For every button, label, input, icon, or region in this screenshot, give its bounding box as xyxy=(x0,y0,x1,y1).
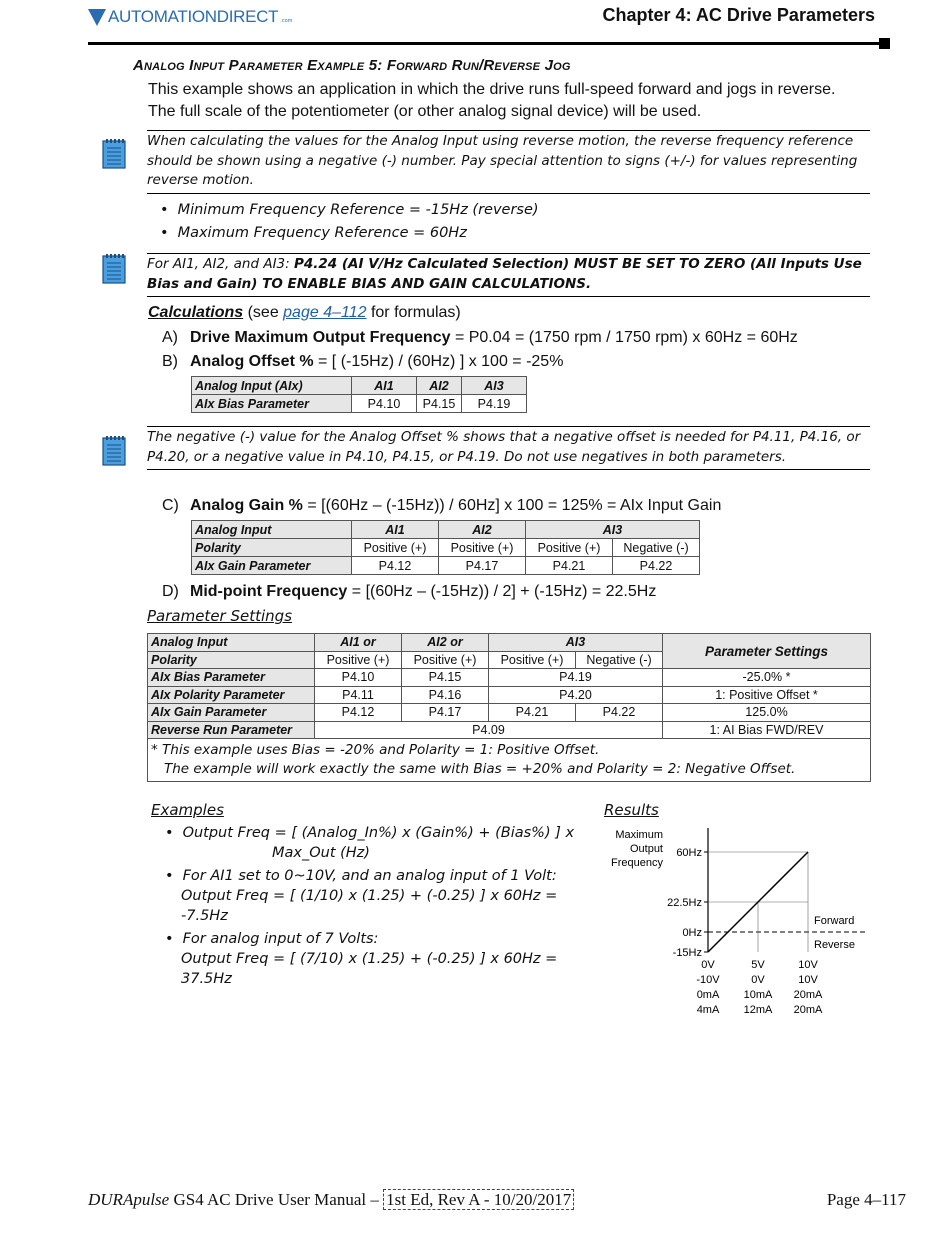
table-cell: P4.21 xyxy=(526,557,613,575)
table-row xyxy=(192,557,700,575)
note-negative-offset: The negative (-) value for the Analog Offset % shows that a negative offset is needed for P4.11, P4.16, or P4.20, or a negative value in P4.10, P4.15, or P4.19. Do not use negatives in both parameters. xyxy=(147,426,870,470)
gain-table xyxy=(191,520,700,575)
table-cell: P4.20 xyxy=(489,686,663,704)
x-tick-label: 0mA xyxy=(696,989,720,1001)
x-tick-label: 10mA xyxy=(743,989,773,1001)
table-header-cell: Parameter Settings xyxy=(663,634,871,669)
bullet-max-frequency: • Maximum Frequency Reference = 60Hz xyxy=(160,222,539,245)
item-letter: D) xyxy=(162,583,179,600)
example-text: For analog input of 7 Volts: xyxy=(182,931,379,947)
calculations-label: Calculations xyxy=(148,304,244,321)
table-header-cell: AI1 xyxy=(352,377,417,395)
item-text: = [(60Hz – (-15Hz)) / 60Hz] x 100 = 125% = AIx Input Gain xyxy=(302,497,722,514)
table-row xyxy=(148,669,871,687)
footer-manual-rest: GS4 AC Drive User Manual – xyxy=(169,1190,384,1209)
y-axis-label: Frequency xyxy=(611,857,663,869)
calc-item-c xyxy=(162,497,721,515)
table-cell: P4.12 xyxy=(352,557,439,575)
results-title: Results xyxy=(604,801,659,819)
table-cell: P4.22 xyxy=(576,704,663,722)
x-tick-label: 12mA xyxy=(743,1004,773,1016)
table-cell: P4.19 xyxy=(462,395,527,413)
footer-brand: DURApulse xyxy=(88,1190,170,1209)
item-text: = [ (-15Hz) / (60Hz) ] x 100 = -25% xyxy=(313,353,564,370)
note-p424-bold: P4.24 (AI V/Hz Calculated Selection) MUST BE SET TO ZERO (All Inputs Use Bias and Gain) TO ENABLE BIAS AND GAIN CALCULATIONS. xyxy=(147,256,862,292)
footnote-line-2: The example will work exactly the same with Bias = +20% and Polarity = 2: Negative Offset. xyxy=(164,761,796,777)
table-cell: P4.15 xyxy=(417,395,462,413)
item-text: = [(60Hz – (-15Hz)) / 2] + (-15Hz) = 22.5Hz xyxy=(347,583,657,600)
page-link[interactable]: page 4–112 xyxy=(283,304,367,321)
x-tick-label: 4mA xyxy=(696,1004,720,1016)
footer-page-number: Page 4–117 xyxy=(826,1190,906,1209)
table-cell: Positive (+) xyxy=(526,539,613,557)
table-cell: P4.12 xyxy=(315,704,402,722)
item-text: = P0.04 = (1750 rpm / 1750 rpm) x 60Hz = 60Hz xyxy=(450,329,798,346)
calc-item-a xyxy=(162,329,798,347)
example-1 xyxy=(165,823,605,863)
table-header-cell: Analog Input xyxy=(192,521,352,539)
intro-line-1: This example shows an application in which the drive runs full-speed forward and jogs in reverse. xyxy=(148,81,836,98)
x-tick-label: -10V xyxy=(696,974,720,986)
calculations-see: (see xyxy=(243,304,284,321)
table-cell: Positive (+) xyxy=(402,651,489,669)
parameter-settings-table xyxy=(147,633,871,782)
table-header-cell: AIx Polarity Parameter xyxy=(148,686,315,704)
table-row xyxy=(192,539,700,557)
table-cell: P4.21 xyxy=(489,704,576,722)
table-header-cell: AIx Bias Parameter xyxy=(148,669,315,687)
table-header-cell: AI1 xyxy=(352,521,439,539)
table-header-cell: AI3 xyxy=(526,521,700,539)
table-row xyxy=(148,634,871,652)
note-icon xyxy=(100,253,128,285)
note-icon xyxy=(100,435,128,467)
item-letter: A) xyxy=(162,329,178,346)
example-3 xyxy=(165,929,605,989)
example-text: Output Freq = [ (Analog_In%) x (Gain%) + (Bias%) ] x xyxy=(182,825,575,841)
table-cell: P4.10 xyxy=(352,395,417,413)
y-tick-label: 60Hz xyxy=(676,847,702,859)
x-tick-label: 20mA xyxy=(793,1004,823,1016)
table-row xyxy=(192,395,527,413)
y-axis-label: Maximum xyxy=(615,829,663,841)
table-row xyxy=(148,721,871,739)
table-row xyxy=(148,686,871,704)
examples-title: Examples xyxy=(151,801,224,819)
table-cell: P4.17 xyxy=(439,557,526,575)
table-header-cell: AI3 xyxy=(462,377,527,395)
item-bold: Drive Maximum Output Frequency xyxy=(190,329,451,346)
table-row xyxy=(148,704,871,722)
note-reverse-frequency: When calculating the values for the Analog Input using reverse motion, the reverse frequency reference should be shown using a negative (-) number. Pay special attention to signs (+/-) for values representing reverse motion. xyxy=(147,130,870,194)
header-rule-end xyxy=(879,38,890,49)
table-cell: 1: Positive Offset * xyxy=(663,686,871,704)
table-header-cell: AIx Bias Parameter xyxy=(192,395,352,413)
example-text: Output Freq = [ (1/10) x (1.25) + (-0.25) ] x 60Hz = -7.5Hz xyxy=(181,888,558,924)
note-p424 xyxy=(147,253,870,297)
item-bold: Mid-point Frequency xyxy=(190,583,348,600)
calculations-after: for formulas) xyxy=(366,304,461,321)
example-title: Analog Input Parameter Example 5: Forward Run/Reverse Jog xyxy=(133,57,571,74)
table-cell: P4.10 xyxy=(315,669,402,687)
item-letter: B) xyxy=(162,353,178,370)
intro-line-2: The full scale of the potentiometer (or other analog signal device) will be used. xyxy=(148,103,702,120)
example-2 xyxy=(165,866,605,926)
table-cell: P4.22 xyxy=(613,557,700,575)
frequency-bullets xyxy=(160,199,539,245)
x-tick-label: 10V xyxy=(798,959,818,971)
table-header-cell: Analog Input xyxy=(148,634,315,652)
table-header-cell: Polarity xyxy=(148,651,315,669)
table-cell: P4.15 xyxy=(402,669,489,687)
calc-item-d xyxy=(162,583,656,601)
table-cell: P4.19 xyxy=(489,669,663,687)
table-cell: 1: AI Bias FWD/REV xyxy=(663,721,871,739)
examples-list xyxy=(165,823,605,992)
footer-edition: 1st Ed, Rev A - 10/20/2017 xyxy=(383,1189,574,1210)
logo-suffix: .com xyxy=(280,18,293,24)
y-tick-label: 0Hz xyxy=(682,927,702,939)
calculations-line xyxy=(148,304,461,322)
x-tick-label: 5V xyxy=(751,959,765,971)
x-tick-label: 0V xyxy=(701,959,715,971)
example-text: For AI1 set to 0~10V, and an analog input of 1 Volt: xyxy=(182,868,557,884)
table-header-cell: AIx Gain Parameter xyxy=(148,704,315,722)
logo-v-icon xyxy=(88,9,106,26)
table-row xyxy=(192,521,700,539)
table-header-cell: AI1 or xyxy=(315,634,402,652)
x-tick-label: 10V xyxy=(798,974,818,986)
y-tick-label: -15Hz xyxy=(672,947,702,959)
table-cell: P4.17 xyxy=(402,704,489,722)
example-text: Output Freq = [ (7/10) x (1.25) + (-0.25) ] x 60Hz = 37.5Hz xyxy=(181,951,558,987)
logo-text: AUTOMATIONDIRECT xyxy=(108,7,279,26)
table-header-cell: AI2 xyxy=(417,377,462,395)
header-rule xyxy=(88,42,885,45)
results-chart xyxy=(600,820,890,1030)
table-row xyxy=(192,377,527,395)
table-cell: Negative (-) xyxy=(613,539,700,557)
footer-manual xyxy=(88,1190,574,1210)
table-cell: Positive (+) xyxy=(489,651,576,669)
table-cell: Positive (+) xyxy=(352,539,439,557)
table-cell: Positive (+) xyxy=(315,651,402,669)
table-cell: P4.11 xyxy=(315,686,402,704)
calc-item-b xyxy=(162,353,563,371)
note-p424-prefix: For AI1, AI2, and AI3: xyxy=(147,256,294,272)
item-letter: C) xyxy=(162,497,179,514)
table-cell: P4.09 xyxy=(315,721,663,739)
automationdirect-logo[interactable] xyxy=(88,6,293,28)
parameter-settings-title: Parameter Settings xyxy=(147,607,293,625)
table-cell: P4.16 xyxy=(402,686,489,704)
table-header-cell: Polarity xyxy=(192,539,352,557)
table-header-cell: Reverse Run Parameter xyxy=(148,721,315,739)
chapter-title: Chapter 4: AC Drive Parameters xyxy=(602,5,875,25)
y-tick-label: 22.5Hz xyxy=(667,897,702,909)
table-cell: -25.0% * xyxy=(663,669,871,687)
annotation-forward: Forward xyxy=(814,915,855,927)
footnote-line-1: * This example uses Bias = -20% and Polarity = 1: Positive Offset. xyxy=(151,742,600,758)
item-bold: Analog Offset % xyxy=(190,353,314,370)
table-header-cell: AI3 xyxy=(489,634,663,652)
table-header-cell: AI2 xyxy=(439,521,526,539)
table-cell: Positive (+) xyxy=(439,539,526,557)
item-bold: Analog Gain % xyxy=(190,497,303,514)
x-tick-label: 20mA xyxy=(793,989,823,1001)
table-header-cell: Analog Input (AIx) xyxy=(192,377,352,395)
annotation-reverse: Reverse xyxy=(814,939,855,951)
x-tick-label: 0V xyxy=(751,974,765,986)
table-row xyxy=(148,739,871,782)
table-cell: Negative (-) xyxy=(576,651,663,669)
table-header-cell: AI2 or xyxy=(402,634,489,652)
y-axis-label: Output xyxy=(629,843,663,855)
table-footnote xyxy=(148,739,871,782)
note-icon xyxy=(100,138,128,170)
bias-table xyxy=(191,376,527,413)
example-text: Max_Out (Hz) xyxy=(272,845,370,861)
table-header-cell: AIx Gain Parameter xyxy=(192,557,352,575)
bullet-min-frequency: • Minimum Frequency Reference = -15Hz (reverse) xyxy=(160,199,539,222)
table-cell: 125.0% xyxy=(663,704,871,722)
